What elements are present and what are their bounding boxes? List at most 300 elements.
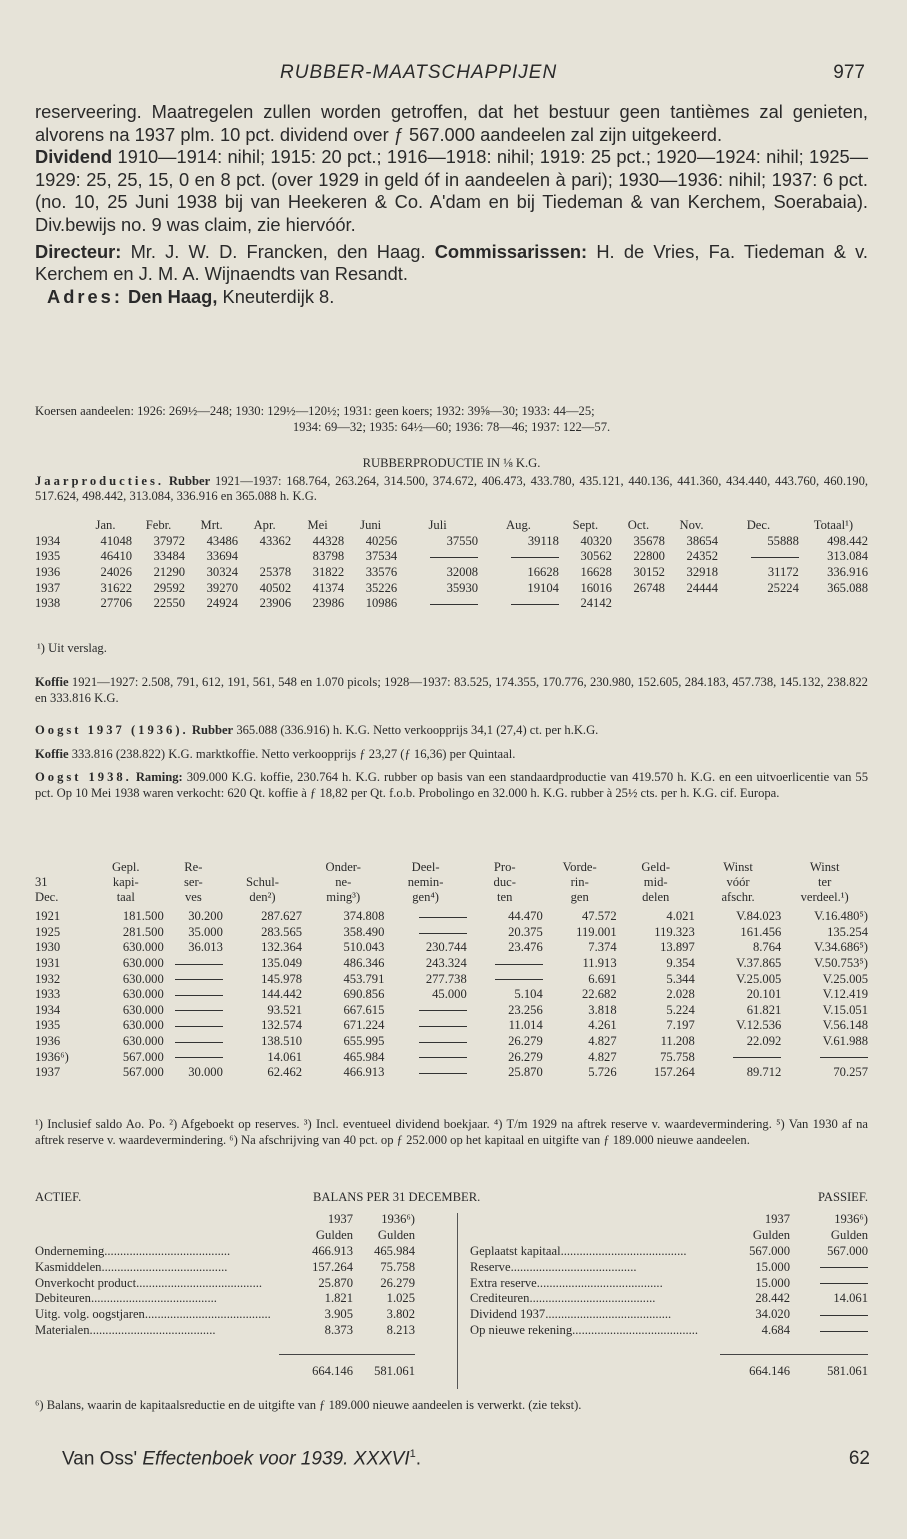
raming-label: Raming: (135, 770, 183, 784)
empty-dash (820, 1331, 868, 1332)
table-cell: 35.000 (188, 924, 223, 939)
table-cell: 655.995 (343, 1034, 385, 1049)
passief-item-label (470, 1307, 720, 1323)
table-cell: 466.913 (343, 1065, 385, 1080)
table-cell: V.56.148 (822, 1018, 868, 1033)
value-1937: 34.020 (755, 1307, 790, 1322)
table-cell: 630.000 (122, 956, 164, 971)
adres-street: Kneuterdijk 8. (222, 285, 335, 307)
table-cell: 30152 (633, 565, 665, 580)
oogst-koffie-label: Koffie (35, 747, 69, 761)
footer-prefix: Van Oss' (62, 1448, 138, 1470)
leader-dots: ........................................ (90, 1291, 217, 1306)
table-cell (164, 1018, 223, 1034)
column-header: Mrt. (200, 518, 223, 533)
oogst-1938-text: 309.000 K.G. koffie, 230.764 h. K.G. rubber op basis van een standaardproductie van 419.570 h. K.G. en een uitvoerlicentie van 55 pct. Op 10 Mei 1938 waren verkocht: 620 Qt. koffie à ƒ 18,82 per Qt. f.o.b. Probolingo en 32.000 h. K.G. rubber à 25½ cts. per h. K.G. cif. Europa. (35, 770, 868, 800)
blank (470, 1338, 720, 1354)
leader-dots: ........................................ (536, 1275, 663, 1290)
table-cell (164, 956, 223, 972)
oogst-koffie-text: 333.816 (238.822) K.G. marktkoffie. Netto verkoopprijs ƒ 23,27 (ƒ 16,36) per Quintaal. (71, 747, 516, 761)
table-cell: 7.197 (666, 1018, 695, 1033)
item-text: Extra reserve (470, 1275, 537, 1290)
row-year: 1934 (35, 533, 61, 548)
table-cell: 32918 (686, 565, 718, 580)
running-header (0, 62, 907, 86)
table-cell (384, 1049, 466, 1065)
blank (790, 1338, 868, 1354)
empty-dash (419, 1010, 467, 1011)
column-header: Sept. (572, 518, 599, 533)
table-row (35, 1065, 868, 1081)
dividend-paragraph (35, 146, 868, 236)
table-cell (478, 596, 559, 612)
value-1936: 75.758 (380, 1259, 415, 1274)
table-cell: 13.897 (660, 940, 695, 955)
blank (720, 1338, 790, 1354)
actief-item-label (35, 1307, 279, 1323)
table-cell: 30324 (206, 565, 239, 580)
table-cell: 38654 (686, 533, 718, 548)
table-row (35, 925, 868, 941)
table-row (35, 1003, 868, 1019)
value-1937: 28.442 (755, 1291, 790, 1306)
table-cell: 5.104 (514, 987, 543, 1002)
table-cell (467, 956, 543, 972)
column-header: Juni (360, 518, 382, 533)
value-1936: 465.984 (374, 1243, 415, 1258)
balance-row (35, 1323, 415, 1339)
table-cell: 26748 (633, 580, 665, 595)
value-1936 (790, 1323, 868, 1339)
table-cell: V.15.051 (822, 1002, 868, 1017)
value-1937: 25.870 (318, 1275, 353, 1290)
passief-item-label (470, 1275, 720, 1291)
item-text: Op nieuwe rekening (470, 1322, 573, 1337)
empty-dash (175, 979, 223, 980)
footer-title: Effectenboek voor 1939. (142, 1448, 349, 1470)
dividend-label: Dividend (35, 146, 113, 168)
table-cell: V.50.753⁵) (814, 956, 868, 971)
balance-unit-row (470, 1228, 868, 1244)
value-1936: 14.061 (833, 1291, 868, 1306)
leader-dots: ........................................ (104, 1243, 231, 1258)
actief-item-label (35, 1244, 279, 1260)
balance-footnote: ⁶) Balans, waarin de kapitaalsreductie en de uitgifte van ƒ 189.000 nieuwe aandeelen is verwerkt. (zie tekst). (35, 1398, 582, 1412)
table-cell: 29592 (153, 580, 186, 595)
balance-year: 1936⁶) (834, 1212, 868, 1227)
empty-dash (419, 1026, 467, 1027)
table-cell: 89.712 (746, 1065, 782, 1080)
table-cell: 630.000 (122, 971, 164, 986)
table-cell (612, 596, 665, 612)
table-cell: 30.200 (188, 909, 223, 924)
column-header: Aug. (506, 518, 531, 533)
table-row (35, 956, 868, 972)
blank (470, 1212, 720, 1228)
value-1937: 15.000 (755, 1275, 790, 1290)
actief-item-label (35, 1323, 279, 1339)
table-cell (164, 1049, 223, 1065)
table-cell: 181.500 (122, 909, 164, 924)
passief-label: PASSIEF. (818, 1190, 868, 1204)
value-1936: 1.025 (386, 1291, 415, 1306)
balance-row (35, 1275, 415, 1291)
column-header: 31 Dec. (35, 875, 59, 904)
table-cell: 23906 (259, 596, 292, 611)
leader-dots: ........................................ (560, 1243, 687, 1258)
table-cell (718, 596, 799, 612)
table-cell: 119.001 (576, 924, 617, 939)
table-cell: 281.500 (122, 924, 164, 939)
page-footer (62, 1448, 870, 1476)
oogst-koffie-paragraph (35, 747, 868, 763)
table-cell (467, 971, 543, 987)
column-header: Deel- nemin- gen⁴) (407, 860, 444, 904)
column-header: Onder- ne- ming³) (325, 860, 361, 904)
empty-dash (430, 557, 478, 558)
table-cell: 144.442 (261, 987, 303, 1002)
table-cell: 21290 (153, 565, 186, 580)
column-header: Geld- mid- delen (641, 860, 671, 904)
table-cell: 132.364 (261, 940, 303, 955)
oogst-1937-label: Oogst 1937 (1936). (35, 723, 189, 737)
table-cell: 44328 (312, 533, 345, 548)
table-cell: V.84.023 (736, 909, 782, 924)
table-cell: 365.088 (827, 580, 868, 595)
footer-sup: 1 (409, 1448, 416, 1460)
table-cell: 19104 (527, 580, 559, 595)
table-cell: 43486 (206, 533, 239, 548)
empty-dash (419, 933, 467, 934)
table-cell: 630.000 (122, 987, 164, 1002)
empty-dash (820, 1057, 868, 1058)
table-cell: 10986 (365, 596, 398, 611)
column-header: Dec. (746, 518, 771, 533)
table-cell: 6.691 (588, 971, 617, 986)
table-cell: 135.254 (827, 924, 868, 939)
value-1937: 1.821 (324, 1291, 353, 1306)
table-cell: 35226 (365, 580, 398, 595)
table-cell: 486.346 (343, 956, 385, 971)
table-cell: 5.344 (666, 971, 695, 986)
table-cell: 32008 (446, 565, 479, 580)
balance-total-row (35, 1355, 415, 1379)
table-cell: 83798 (312, 549, 345, 564)
monthly-production-table (35, 518, 868, 612)
table-cell: 4.827 (588, 1034, 617, 1049)
spacer-row (35, 1338, 415, 1354)
row-year: 1938 (35, 596, 61, 611)
row-year: 1936 (35, 565, 61, 580)
footer-page-number: 62 (848, 1448, 870, 1469)
table-row (35, 549, 868, 565)
value-1937: 15.000 (755, 1259, 790, 1274)
table-cell (384, 1034, 466, 1050)
table-cell: 35678 (633, 533, 665, 548)
table-cell: 630.000 (122, 1018, 164, 1033)
balance-actief-table (35, 1212, 415, 1379)
table-cell (665, 596, 718, 612)
empty-dash (419, 1073, 467, 1074)
table-cell: 41048 (100, 533, 133, 548)
table-cell: 40502 (259, 580, 292, 595)
table-cell: V.25.005 (822, 971, 868, 986)
actief-item-label (35, 1291, 279, 1307)
table-cell: 277.738 (425, 971, 467, 986)
table-row (35, 580, 868, 596)
balance-year: 1936⁶) (381, 1212, 415, 1227)
table-cell: 25224 (767, 580, 799, 595)
passief-item-label (470, 1259, 720, 1275)
table-cell: 22.682 (582, 987, 617, 1002)
spacer-row (470, 1338, 868, 1354)
table-cell: 47.572 (582, 909, 617, 924)
page-number: 977 (833, 62, 865, 83)
empty-dash (733, 1057, 781, 1058)
empty-dash (495, 979, 543, 980)
table-cell: 5.224 (666, 1002, 695, 1017)
table-cell (164, 971, 223, 987)
blank (353, 1338, 415, 1354)
column-header: Totaal¹) (813, 518, 854, 533)
value-1937: 466.913 (312, 1243, 353, 1258)
table-cell: 157.264 (653, 1065, 695, 1080)
table-cell: 23986 (312, 596, 345, 611)
table-cell: 31172 (767, 565, 799, 580)
table-cell: 22550 (153, 596, 186, 611)
table-cell: 7.374 (588, 940, 617, 955)
table-cell: 3.818 (588, 1002, 617, 1017)
empty-dash (175, 1010, 223, 1011)
actief-body (35, 1212, 415, 1379)
empty-dash (820, 1267, 868, 1268)
balance-row (35, 1291, 415, 1307)
row-year: 1935 (35, 549, 61, 564)
table-cell (695, 1049, 782, 1065)
table-cell: 40256 (365, 533, 398, 548)
table-cell: 630.000 (122, 940, 164, 955)
table-cell: 16016 (580, 580, 612, 595)
table-row (35, 987, 868, 1003)
table-cell: 671.224 (343, 1018, 385, 1033)
leader-dots: ........................................ (529, 1291, 656, 1306)
production-title: RUBBERPRODUCTIE IN ⅛ K.G. (362, 456, 541, 470)
table-row (35, 596, 868, 612)
column-header: Vorde- rin- gen (562, 860, 597, 904)
value-1936: 3.802 (386, 1307, 415, 1322)
leader-dots: ........................................ (144, 1307, 271, 1322)
table-cell: 22.092 (746, 1034, 782, 1049)
blank (35, 1338, 279, 1354)
column-header: Winst ter verdeel.¹) (800, 860, 849, 904)
table-header-row (35, 860, 868, 909)
row-year: 1933 (35, 987, 61, 1002)
table-cell: 119.323 (654, 924, 695, 939)
jaarproducties-label: Jaarproducties. (35, 473, 165, 488)
table-cell: 41374 (312, 580, 345, 595)
item-text: Debiteuren (35, 1291, 91, 1306)
item-text: Onderneming (35, 1243, 105, 1258)
table-cell: 35930 (446, 580, 479, 595)
table-row (35, 909, 868, 925)
balance-title: BALANS PER 31 DECEMBER. (313, 1190, 481, 1204)
actief-item-label (35, 1275, 279, 1291)
table-cell: 453.791 (343, 971, 385, 986)
table-cell (164, 1003, 223, 1019)
table-cell: 567.000 (122, 1049, 164, 1064)
row-year: 1936⁶) (35, 1049, 69, 1064)
table-cell (164, 1034, 223, 1050)
table-cell: 4.827 (588, 1049, 617, 1064)
row-year: 1930 (35, 940, 61, 955)
table-cell: 135.049 (261, 956, 303, 971)
item-text: Dividend 1937 (470, 1307, 546, 1322)
reserve-paragraph: reserveering. Maatregelen zullen worden getroffen, dat het bestuur geen tantièmes zal genieten, alvorens na 1937 plm. 10 pct. dividend over ƒ 567.000 aandeelen zal zijn uitgekeerd. (35, 101, 868, 145)
row-year: 1937 (35, 1065, 61, 1080)
table-cell: 33576 (365, 565, 398, 580)
table-cell: 39270 (206, 580, 239, 595)
rubber-text: 1921—1937: 168.764, 263.264, 314.500, 374.672, 406.473, 433.780, 435.121, 440.136, 441.360, 434.440, 443.760, 460.190, 517.624, 498.442, 313.084, 336.916 en 365.088 h. K.G. (35, 473, 869, 503)
monthly-table-body (35, 518, 868, 612)
table-cell: 39118 (527, 533, 559, 548)
leader-dots: ........................................ (510, 1259, 637, 1274)
table-cell: 24026 (100, 565, 133, 580)
table-cell: 24352 (686, 549, 718, 564)
empty-dash (419, 1042, 467, 1043)
leader-dots: ........................................ (101, 1259, 228, 1274)
passief-body (470, 1212, 868, 1379)
value-1936: 567.000 (827, 1243, 868, 1258)
table-cell: 9.354 (666, 956, 695, 971)
annual-production (35, 474, 868, 505)
table-cell: 230.744 (425, 940, 467, 955)
table-cell: V.61.988 (822, 1034, 868, 1049)
column-header: Oct. (627, 518, 650, 533)
share-prices (35, 404, 868, 435)
balance-year-row (35, 1212, 415, 1228)
table-cell: 313.084 (827, 549, 868, 564)
column-header (35, 518, 79, 534)
table-cell: 24444 (686, 580, 718, 595)
table-cell: 16628 (580, 565, 612, 580)
table-cell: 5.726 (588, 1065, 617, 1080)
balance-unit: Gulden (315, 1228, 353, 1243)
table-cell: 93.521 (267, 1002, 303, 1017)
koffie-label: Koffie (35, 675, 69, 689)
table-cell: 22800 (633, 549, 665, 564)
production-section (35, 456, 868, 505)
table-row (35, 971, 868, 987)
table-cell: 75.758 (660, 1049, 695, 1064)
table-row (35, 534, 868, 550)
table-cell: 465.984 (343, 1049, 385, 1064)
table-cell: 630.000 (122, 1002, 164, 1017)
empty-dash (419, 917, 467, 918)
balance-row (470, 1244, 868, 1260)
table-row (35, 1034, 868, 1050)
table-cell: 20.101 (746, 987, 782, 1002)
value-1937: 157.264 (312, 1259, 353, 1274)
table-cell: V.12.419 (822, 987, 868, 1002)
total-1936: 581.061 (374, 1363, 415, 1378)
balance-unit-row (35, 1228, 415, 1244)
table-cell (238, 549, 291, 565)
commissarissen-label: Commissarissen: (434, 240, 588, 262)
passief-item-label (470, 1244, 720, 1260)
column-header: Pro- duc- ten (493, 860, 516, 904)
table-cell (384, 925, 466, 941)
table-cell: 24142 (580, 596, 612, 611)
table-cell (384, 1065, 466, 1081)
balance-year-row (470, 1212, 868, 1228)
column-header: Schul- den²) (246, 875, 279, 904)
balance-row (35, 1259, 415, 1275)
total-1937: 664.146 (312, 1363, 353, 1378)
empty-dash (820, 1315, 868, 1316)
total-1936: 581.061 (827, 1363, 868, 1378)
oogst-rubber-text: 365.088 (336.916) h. K.G. Netto verkoopprijs 34,1 (27,4) ct. per h.K.G. (236, 723, 599, 737)
rubber-label: Rubber (168, 473, 211, 488)
passief-item-label (470, 1291, 720, 1307)
row-year: 1934 (35, 1002, 61, 1017)
item-text: Reserve (470, 1259, 511, 1274)
oogst-rubber-label: Rubber (191, 723, 234, 737)
financial-footnote: ¹) Inclusief saldo Ao. Po. ²) Afgeboekt op reserves. ³) Incl. eventueel dividend boekjaar. ⁴) T/m 1929 na aftrek reserve v. waardevermindering. ⁵) Van 1930 af na aftrek reserve v. waardevermindering. ⁶) Na afschrijving van 40 pct. op ƒ 252.000 op het kapitaal en uitgifte van ƒ 189.000 nieuwe aandeelen. (35, 1117, 868, 1147)
table-cell: 11.014 (508, 1018, 543, 1033)
share-prices-line1: Koersen aandeelen: 1926: 269½—248; 1930: 129½—120½; 1931: geen koers; 1932: 39⅝—30; 1933: 44—25; (35, 404, 595, 418)
table-cell (397, 549, 478, 565)
balance-row (470, 1275, 868, 1291)
blank (35, 1212, 279, 1228)
table-cell: 23.256 (508, 1002, 543, 1017)
balance-row (470, 1291, 868, 1307)
koffie-paragraph (35, 675, 868, 706)
table-cell: 498.442 (827, 533, 868, 548)
table-cell: 287.627 (261, 909, 303, 924)
value-1936 (790, 1259, 868, 1275)
row-year: 1936 (35, 1034, 61, 1049)
table-cell: 8.764 (752, 940, 782, 955)
table-cell: 37972 (153, 533, 186, 548)
table-cell: 55888 (767, 533, 799, 548)
blank (35, 1228, 279, 1244)
oogst-1937-paragraph (35, 723, 868, 739)
table-cell: 138.510 (261, 1034, 303, 1049)
table-cell (781, 1049, 868, 1065)
blank (470, 1228, 720, 1244)
table-cell: V.16.480⁵) (814, 909, 868, 924)
table-header-row (35, 518, 868, 534)
table-cell: 16628 (527, 565, 559, 580)
balance-unit: Gulden (830, 1228, 868, 1243)
table-cell: V.37.865 (736, 956, 782, 971)
empty-dash (511, 604, 559, 605)
share-prices-line2: 1934: 69—32; 1935: 64½—60; 1936: 78—46; 1937: 122—57. (292, 419, 611, 434)
leader-dots: ........................................ (136, 1275, 263, 1290)
value-1937: 4.684 (761, 1322, 790, 1337)
table-cell: 25378 (259, 565, 292, 580)
balance-row (470, 1323, 868, 1339)
table-cell: 243.324 (425, 956, 467, 971)
balance-row (470, 1259, 868, 1275)
financial-table-head (35, 860, 868, 909)
table-cell: 30.000 (188, 1065, 223, 1080)
passief-item-label (470, 1323, 720, 1339)
table-cell: 26.279 (508, 1034, 543, 1049)
table-cell: V.34.686⁵) (814, 940, 868, 955)
column-header: Mei (307, 518, 328, 533)
table-cell (384, 909, 466, 925)
